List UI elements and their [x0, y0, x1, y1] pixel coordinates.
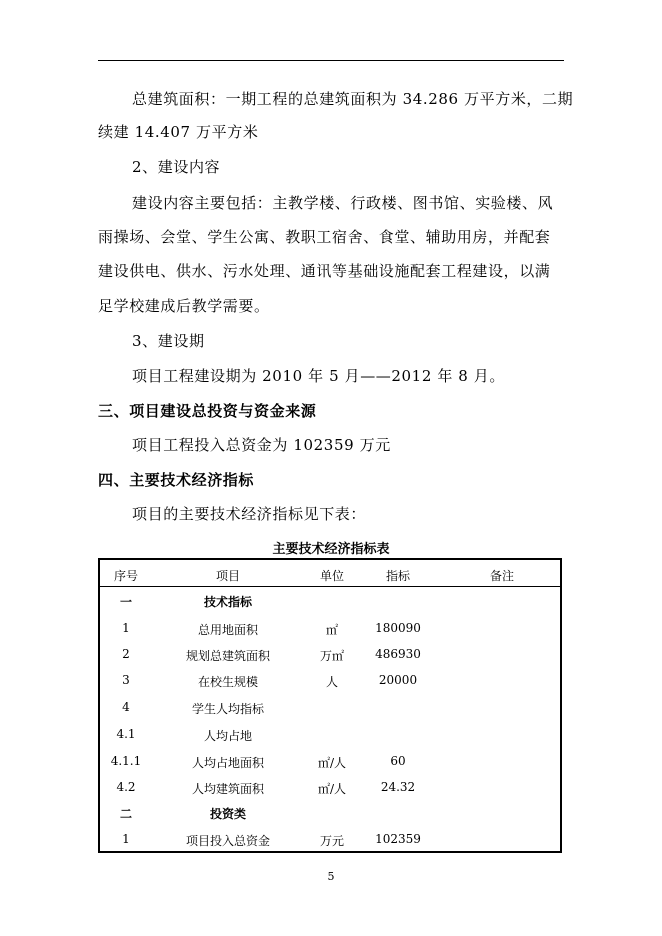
row-2-value: 180090	[375, 621, 421, 635]
paragraph-area-line2: 续建 14.407 万平方米	[98, 123, 259, 141]
row-10-item: 项目投入总资金	[185, 834, 271, 848]
row-3-no: 2	[122, 647, 130, 661]
subheading-construction-content: 2、建设内容	[132, 158, 221, 176]
header-item: 项目	[215, 569, 241, 583]
row-1-item: 技术指标	[203, 595, 253, 609]
header-note: 备注	[489, 569, 515, 583]
row-9-no: 二	[119, 807, 133, 821]
subheading-construction-period: 3、建设期	[132, 332, 205, 350]
header-unit: 单位	[319, 569, 345, 583]
page-number: 5	[327, 870, 335, 883]
row-7-no: 4.1.1	[110, 754, 142, 768]
table-header-rule	[100, 586, 560, 587]
row-7-value: 60	[390, 754, 406, 768]
paragraph-indicators-intro: 项目的主要技术经济指标见下表：	[132, 505, 367, 523]
row-3-unit: 万㎡	[319, 649, 345, 663]
row-3-item: 规划总建筑面积	[185, 649, 271, 663]
row-6-no: 4.1	[116, 727, 136, 741]
indicators-table	[98, 558, 562, 853]
row-5-item: 学生人均指标	[191, 702, 265, 716]
paragraph-content-line1: 建设内容主要包括：主教学楼、行政楼、图书馆、实验楼、风	[132, 194, 554, 212]
header-rule	[98, 60, 564, 61]
row-5-no: 4	[122, 700, 130, 714]
row-1-no: 一	[119, 595, 133, 609]
section-title-indicators: 四、主要技术经济指标	[98, 471, 255, 489]
row-2-item: 总用地面积	[197, 623, 259, 637]
paragraph-investment: 项目工程投入总资金为 102359 万元	[132, 436, 391, 454]
row-4-value: 20000	[378, 673, 418, 687]
paragraph-content-line2: 雨操场、会堂、学生公寓、教职工宿舍、食堂、辅助用房，并配套	[98, 228, 551, 246]
row-7-item: 人均占地面积	[191, 756, 265, 770]
row-7-unit: ㎡/人	[317, 756, 347, 770]
row-3-value: 486930	[375, 647, 421, 661]
table-caption: 主要技术经济指标表	[272, 542, 390, 557]
paragraph-period: 项目工程建设期为 2010 年 5 月——2012 年 8 月。	[132, 367, 506, 385]
row-4-unit: 人	[325, 675, 339, 689]
row-8-item: 人均建筑面积	[191, 782, 265, 796]
paragraph-content-line3: 建设供电、供水、污水处理、通讯等基础设施配套工程建设，以满	[98, 262, 551, 280]
row-9-item: 投资类	[209, 807, 247, 821]
header-no: 序号	[113, 569, 139, 583]
row-4-no: 3	[122, 673, 130, 687]
header-value: 指标	[385, 569, 411, 583]
row-8-value: 24.32	[380, 780, 416, 794]
row-2-unit: ㎡	[325, 623, 339, 637]
section-title-investment: 三、项目建设总投资与资金来源	[98, 402, 317, 420]
row-4-item: 在校生规模	[197, 675, 259, 689]
row-2-no: 1	[122, 621, 130, 635]
row-10-no: 1	[122, 832, 130, 846]
paragraph-content-line4: 足学校建成后教学需要。	[98, 297, 270, 315]
row-10-unit: 万元	[319, 834, 345, 848]
row-8-unit: ㎡/人	[317, 782, 347, 796]
row-6-item: 人均占地	[203, 729, 253, 743]
paragraph-area-line1: 总建筑面积：一期工程的总建筑面积为 34.286 万平方米，二期	[132, 90, 574, 108]
row-8-no: 4.2	[116, 780, 136, 794]
row-10-value: 102359	[375, 832, 421, 846]
